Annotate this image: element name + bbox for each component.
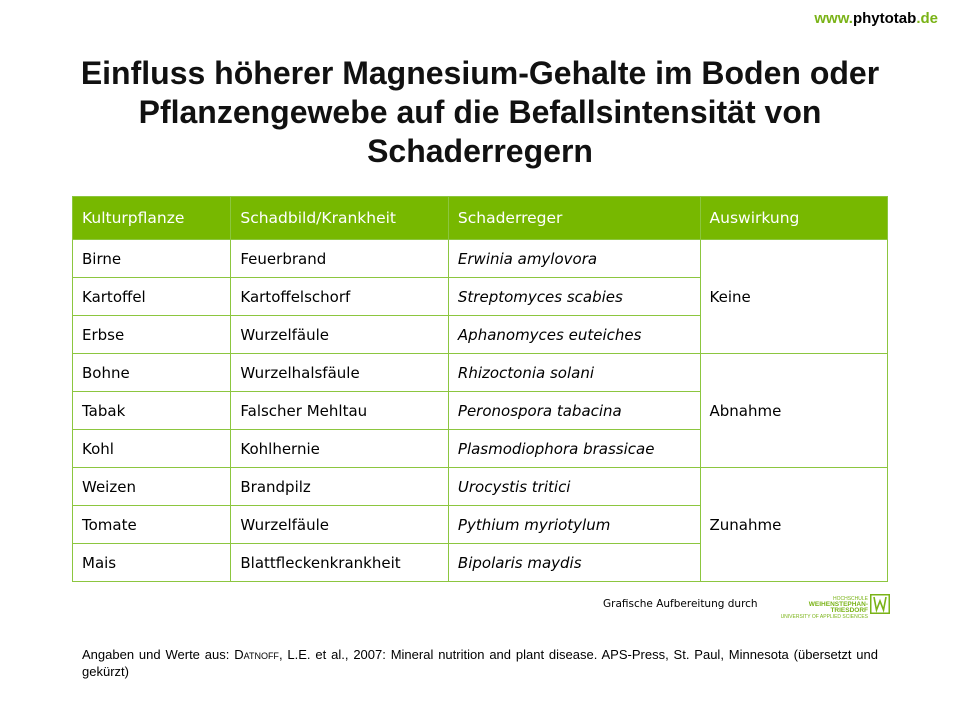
cell-auswirkung-abnahme: Abnahme [700,354,887,468]
cell-kulturpflanze: Tabak [73,392,231,430]
source-author: Datnoff [234,647,279,662]
header-auswirkung: Auswirkung [700,197,887,240]
logo-line-3: UNIVERSITY OF APPLIED SCIENCES [780,614,868,620]
source-rest: , L.E. et al., 2007: Mineral nutrition and plant disease. APS-Press, St. Paul, Minnesota (übersetzt und gekürzt) [82,647,879,679]
logo-line-1: HOCHSCHULE [832,596,868,602]
page-title: Einfluss höherer Magnesium-Gehalte im Boden oder Pflanzengewebe auf die Befallsintensität von Schaderregern [80,55,880,169]
cell-kulturpflanze: Erbse [73,316,231,354]
university-logo [772,594,890,620]
header-schaderreger: Schaderreger [448,197,700,240]
cell-schaderreger: Aphanomyces euteiches [448,316,700,354]
source-prefix: Angaben und Werte aus: [82,647,235,662]
logo-line-2: WEIHENSTEPHAN-TRIESDORF [808,601,868,614]
cell-schaderreger: Rhizoctonia solani [448,354,700,392]
header-kulturpflanze: Kulturpflanze [73,197,231,240]
table-row [73,240,888,278]
cell-schadbild: Feuerbrand [231,240,449,278]
table-row [73,468,888,506]
header-schadbild: Schadbild/Krankheit [231,197,449,240]
site-url[interactable] [814,10,938,27]
cell-schaderreger: Urocystis tritici [448,468,700,506]
site-url-suffix: .de [916,10,938,27]
cell-schaderreger: Plasmodiophora brassicae [448,430,700,468]
cell-schaderreger: Streptomyces scabies [448,278,700,316]
cell-kulturpflanze: Mais [73,544,231,582]
cell-kulturpflanze: Tomate [73,506,231,544]
cell-kulturpflanze: Kohl [73,430,231,468]
cell-auswirkung-zunahme: Zunahme [700,468,887,582]
cell-schaderreger: Peronospora tabacina [448,392,700,430]
table-header-row [73,197,888,240]
credit-text: Grafische Aufbereitung durch [603,598,758,610]
cell-schaderreger: Bipolaris maydis [448,544,700,582]
cell-schadbild: Brandpilz [231,468,449,506]
source-note [82,646,878,680]
cell-schaderreger: Erwinia amylovora [448,240,700,278]
cell-schadbild: Kohlhernie [231,430,449,468]
cell-kulturpflanze: Kartoffel [73,278,231,316]
cell-auswirkung-keine: Keine [700,240,887,354]
cell-schadbild: Wurzelfäule [231,506,449,544]
cell-schadbild: Blattfleckenkrankheit [231,544,449,582]
cell-schadbild: Kartoffelschorf [231,278,449,316]
data-table [72,196,888,582]
university-logo-icon [870,594,890,614]
cell-schadbild: Wurzelfäule [231,316,449,354]
site-url-name: phytotab [852,10,917,27]
cell-kulturpflanze: Birne [73,240,231,278]
site-url-prefix: www. [814,10,853,27]
cell-schadbild: Wurzelhalsfäule [231,354,449,392]
cell-schaderreger: Pythium myriotylum [448,506,700,544]
cell-kulturpflanze: Weizen [73,468,231,506]
university-logo-text [772,596,868,620]
cell-schadbild: Falscher Mehltau [231,392,449,430]
table-row [73,354,888,392]
cell-kulturpflanze: Bohne [73,354,231,392]
